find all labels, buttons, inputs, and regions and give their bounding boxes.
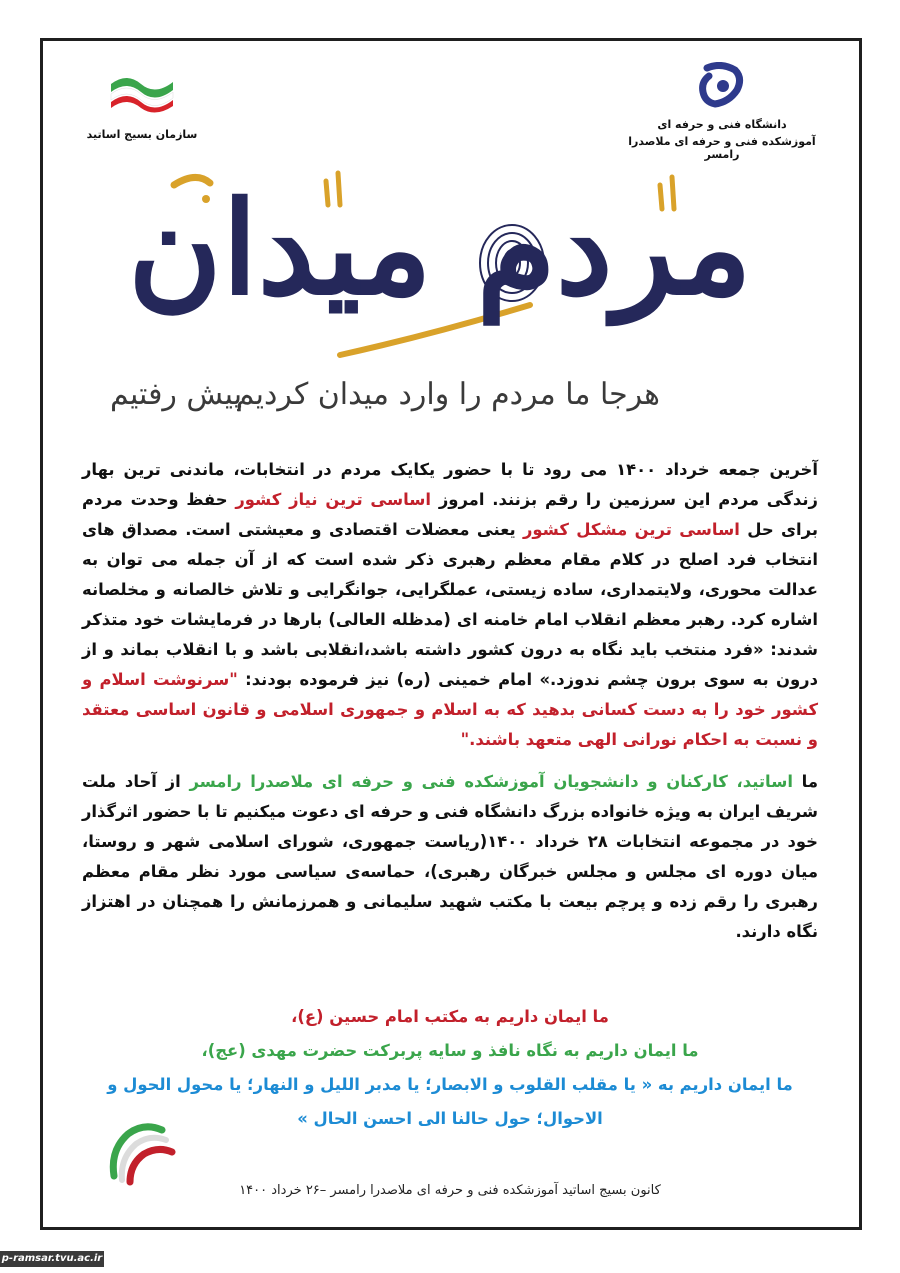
p1-quote: "سرنوشت اسلام و کشور خود را به دست کسانی بدهید که به اسلام و جمهوری اسلامی و قانون اساسی معتقد و نسبت به احکام نورانی الهی متعهد باشند."	[82, 670, 818, 749]
tvu-caption-line1: دانشگاه فنی و حرفه ای	[657, 118, 787, 131]
tvu-logo-block	[622, 62, 822, 161]
footer-caption: کانون بسیج اساتید آموزشکده فنی و حرفه ای ملاصدرا رامسر –۲۶ خرداد ۱۴۰۰	[239, 1183, 661, 1198]
site-url-tag[interactable]: p-ramsar.tvu.ac.ir	[0, 1251, 104, 1267]
paragraph-2	[82, 767, 818, 947]
basij-logo-block	[82, 70, 202, 141]
p2-text-1: ما	[792, 772, 818, 791]
tvu-caption-line2: آموزشکده فنی و حرفه ای ملاصدرا رامسر	[628, 135, 816, 161]
p1-highlight-2: اساسی ترین مشکل کشور	[522, 520, 740, 539]
p1-highlight-1: اساسی ترین نیاز کشور	[235, 490, 432, 509]
basij-flag-icon	[107, 70, 177, 114]
closing-line-4: الاحوال؛ حول حالنا الی احسن الحال »	[297, 1109, 603, 1128]
hero-banner	[100, 165, 780, 435]
statement-body	[82, 455, 818, 947]
election-stamp-icon	[104, 1120, 184, 1188]
p2-text-2: از آحاد ملت شریف ایران به ویژه خانواده بزرگ دانشگاه فنی و حرفه ای دعوت میکنیم تا با حضور اثرگذار خود در مجموعه انتخابات ۲۸ خرداد ۱۴۰۰(ریاست جمهوری، شورای اسلامی شهر و روستا، میان دوره ای مجلس و مجلس خبرگان رهبری)، حماسه‌ی سیاسی مورد نظر مقام معظم رهبری را رقم زده و پرچم بیعت با مکتب شهید سلیمانی و همرزمانش را همچنان در اهتزاز نگاه دارند.	[82, 772, 818, 941]
hero-slogan-main: هرجا ما مردم را وارد میدان کردیم	[235, 377, 660, 412]
p1-text-2: حفظ وحدت مردم برای حل	[82, 490, 818, 539]
closing-line-2: ما ایمان داریم به نگاه نافذ و سایه پربرکت حضرت مهدی (عج)،	[201, 1041, 699, 1060]
hero-slogan-end: پیش رفتیم	[110, 377, 243, 412]
closing-line-1: ما ایمان داریم به مکتب امام حسین (ع)،	[291, 1007, 609, 1026]
tvu-emblem-icon	[699, 62, 745, 110]
basij-logo-caption: سازمان بسیج اساتید	[86, 128, 198, 141]
paragraph-1	[82, 455, 818, 755]
p1-text-3: یعنی معضلات اقتصادی و معیشتی است. مصداق های انتخاب فرد اصلح در کلام مقام معظم رهبری ذکر شده است که از آن جمله می توان به عدالت محوری، ولایتمداری، ساده زیستی، عملگرایی، جوانگرایی و تلاش خالصانه و مخلصانه اشاره کرد. رهبر معظم انقلاب امام خامنه ای (مدظله العالی) بارها در فرمایشات خود متذکر شدند: «فرد منتخب باید نگاه به درون کشور داشته باشد،انقلابی باشد و با انقلاب بماند و از درون به سوی برون چشم ندوزد.» امام خمینی (ره) نیز فرموده بودند:	[82, 520, 818, 689]
p1-text-1: آخرین جمعه خرداد ۱۴۰۰ می رود تا با حضور یکایک مردم در انتخابات، ماندنی ترین بهار زندگی مردم این سرزمین را رقم بزنند. امروز	[82, 460, 818, 509]
closing-statement	[82, 1000, 818, 1136]
p2-highlight: اساتید، کارکنان و دانشجویان آموزشکده فنی و حرفه ای ملاصدرا رامسر	[189, 772, 793, 791]
hero-title: مردم میدان	[128, 174, 752, 324]
closing-line-3: ما ایمان داریم به « یا مقلب القلوب و الابصار؛ یا مدبر اللیل و النهار؛ یا محول الحول و	[107, 1075, 793, 1094]
